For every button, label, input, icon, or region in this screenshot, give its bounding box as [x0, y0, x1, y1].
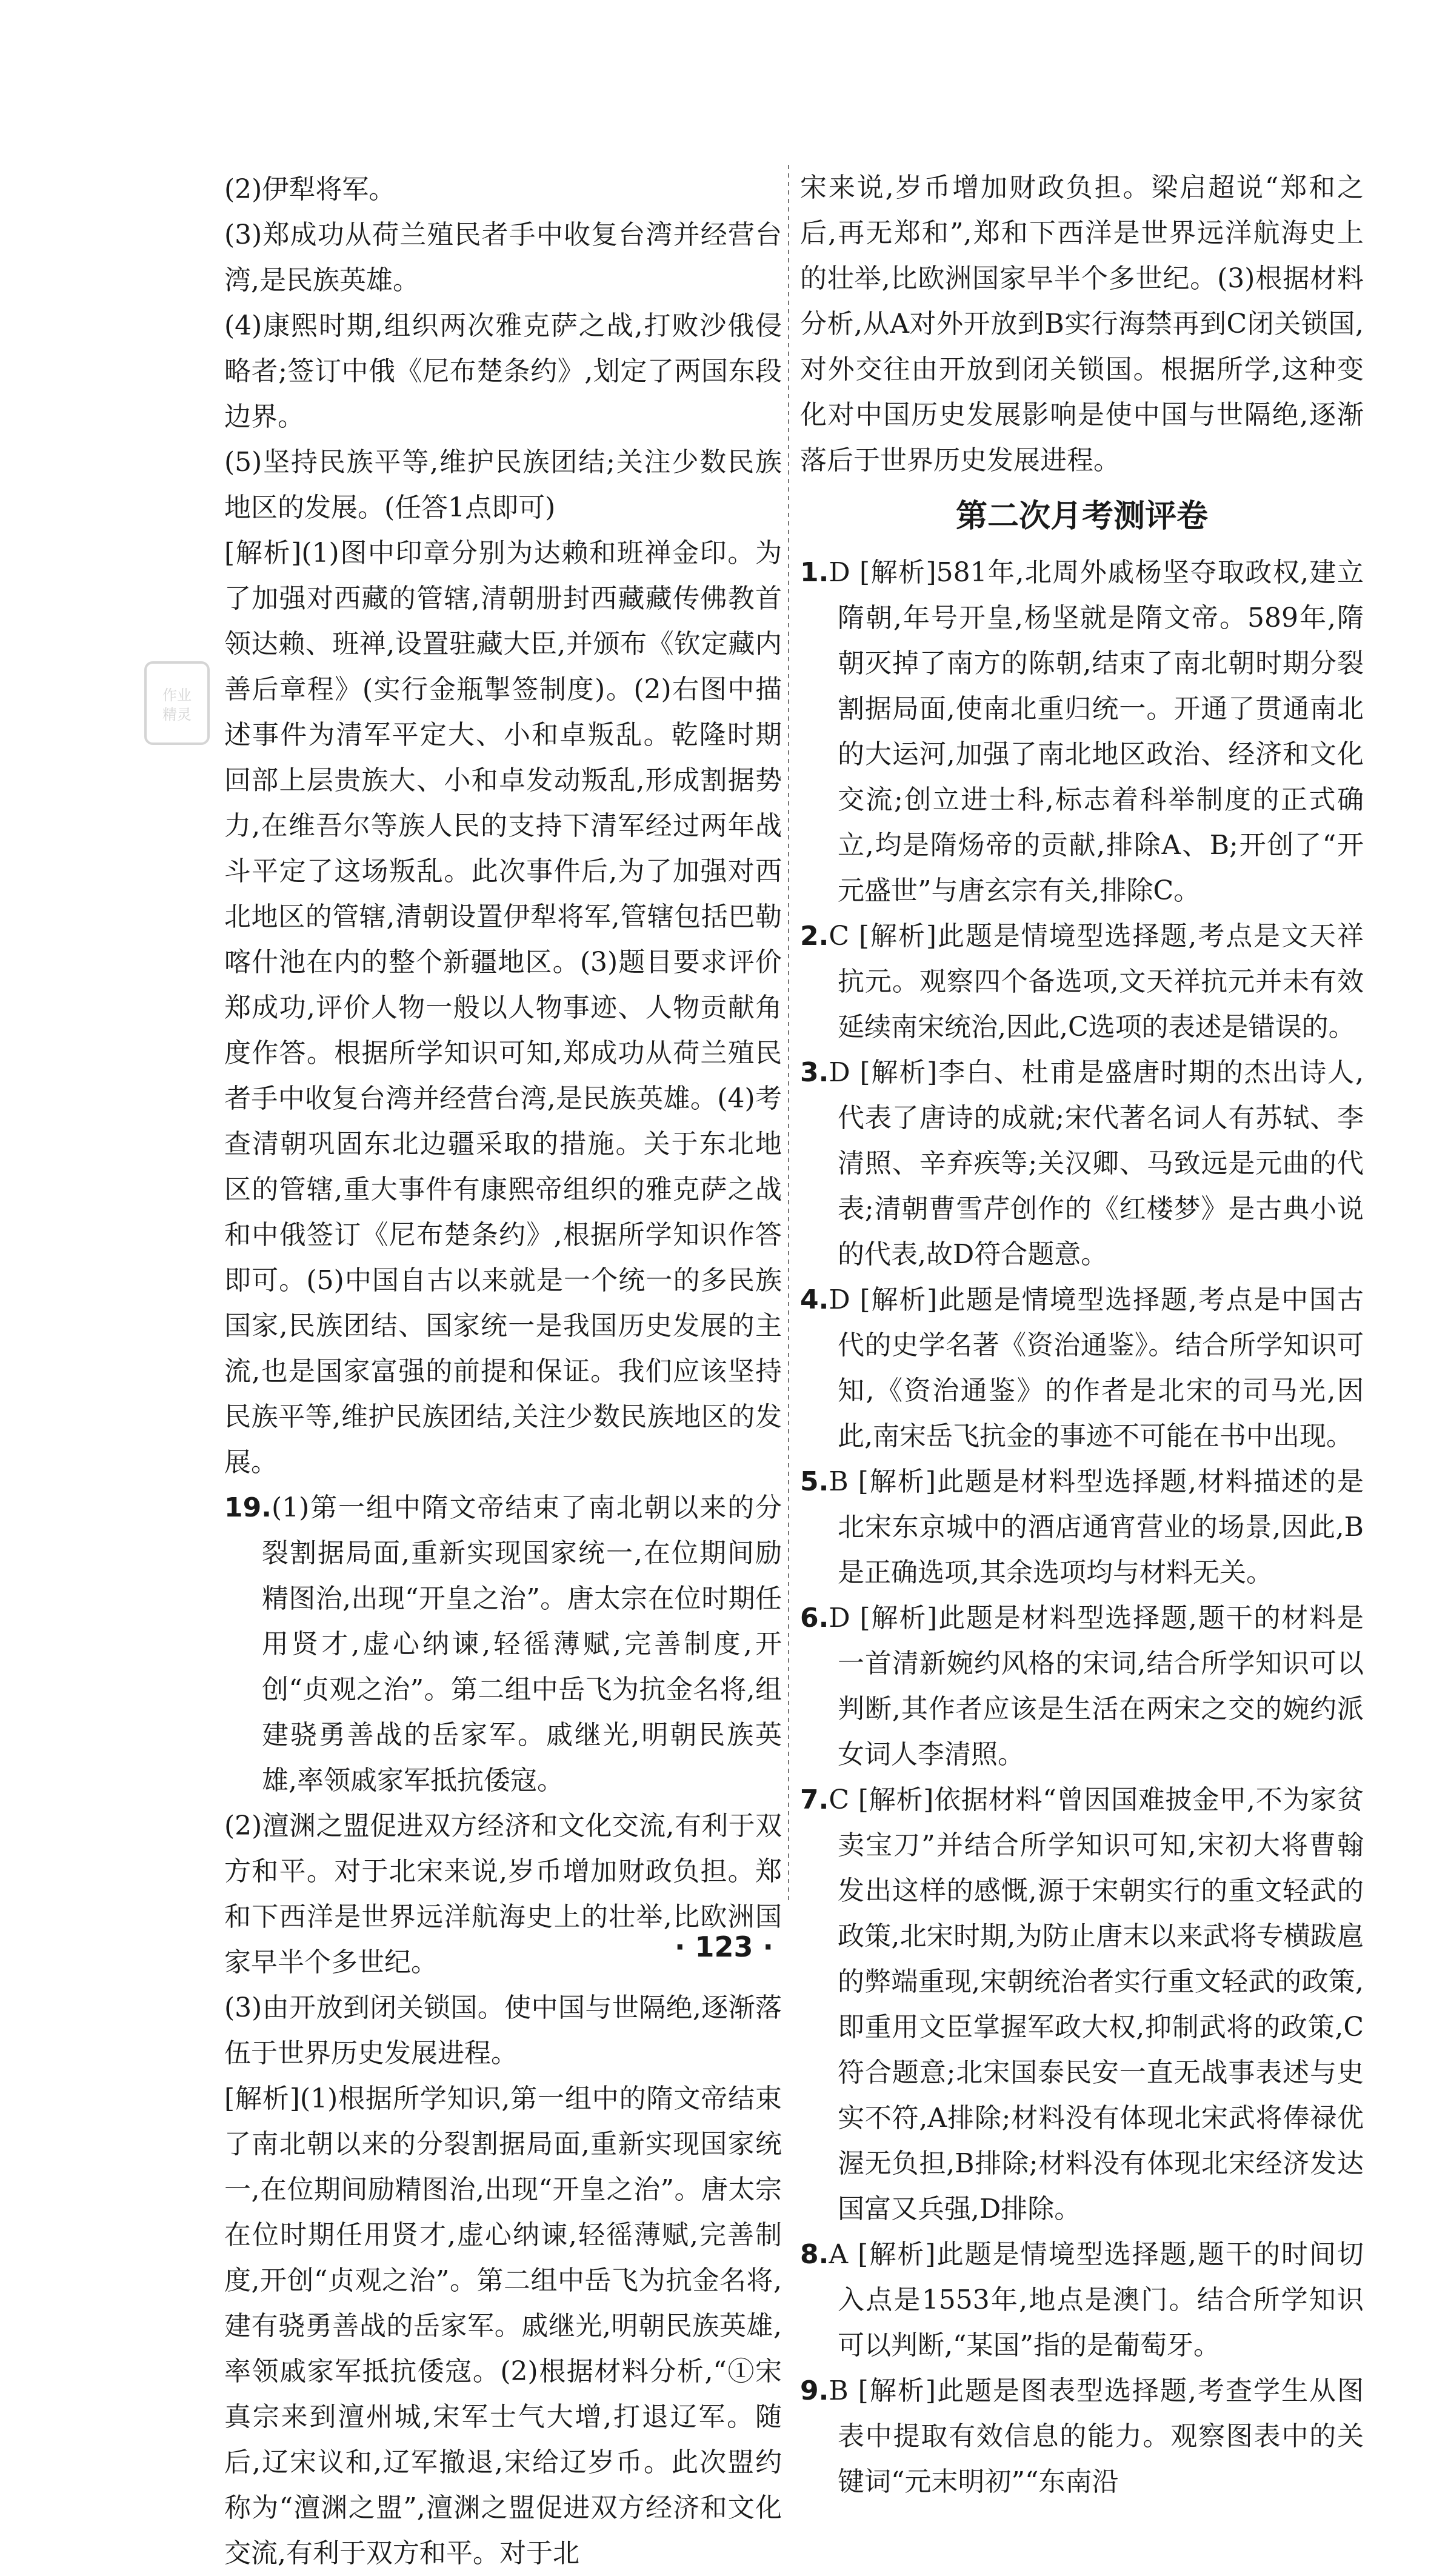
question-number: 5.	[800, 1466, 829, 1497]
answer-text: A [解析]此题是情境型选择题,题干的时间切入点是1553年,地点是澳门。结合所学知识可以判断,“某国”指的是葡萄牙。	[829, 2239, 1364, 2361]
answer-text: D [解析]581年,北周外戚杨坚夺取政权,建立隋朝,年号开皇,杨坚就是隋文帝。589年,隋朝灭掉了南方的陈朝,结束了南北朝时期分裂割据局面,使南北重归统一。开通了贯通南北的大运河,加强了南北地区政治、经济和文化交流;创立进士科,标志着科举制度的正式确立,均是隋炀帝的贡献,排除A、B;开创了“开元盛世”与唐玄宗有关,排除C。	[829, 557, 1364, 906]
question-number: 8.	[800, 2239, 829, 2270]
question-number: 3.	[800, 1057, 829, 1088]
answer-text: C [解析]此题是情境型选择题,考点是文天祥抗元。观察四个备选项,文天祥抗元并未有效延续南宋统治,因此,C选项的表述是错误的。	[829, 921, 1364, 1043]
column-divider	[788, 165, 789, 1901]
paragraph: (2)伊犁将军。	[224, 174, 396, 205]
answer-item	[800, 1050, 1364, 1277]
question-number: 6.	[800, 1603, 829, 1633]
paragraph: (3)郑成功从荷兰殖民者手中收复台湾并经营台湾,是民族英雄。	[224, 219, 782, 296]
answer-text: B [解析]此题是图表型选择题,考查学生从图表中提取有效信息的能力。观察图表中的关键词“元末明初”“东南沿	[829, 2375, 1364, 2497]
left-column	[224, 167, 782, 2576]
paragraph: (5)坚持民族平等,维护民族团结;关注少数民族地区的发展。(任答1点即可)	[224, 447, 782, 523]
question-number: 9.	[800, 2375, 829, 2406]
section-title: 第二次月考测评卷	[955, 498, 1208, 535]
question-number: 19.	[224, 1492, 272, 1523]
answer-item	[800, 1459, 1364, 1595]
answer-item	[224, 1485, 782, 1803]
answer-list	[800, 550, 1364, 2504]
answer-item	[800, 1277, 1364, 1459]
paragraph: [解析](1)图中印章分别为达赖和班禅金印。为了加强对西藏的管辖,清朝册封西藏藏传佛教首领达赖、班禅,设置驻藏大臣,并颁布《钦定藏内善后章程》(实行金瓶掣签制度)。(2)右图中描述事件为清军平定大、小和卓叛乱。乾隆时期回部上层贵族大、小和卓发动叛乱,形成割据势力,在维吾尔等族人民的支持下清军经过两年战斗平定了这场叛乱。此次事件后,为了加强对西北地区的管辖,清朝设置伊犁将军,管辖包括巴勒喀什池在内的整个新疆地区。(3)题目要求评价郑成功,评价人物一般以人物事迹、人物贡献角度作答。根据所学知识可知,郑成功从荷兰殖民者手中收复台湾并经营台湾,是民族英雄。(4)考查清朝巩固东北边疆采取的措施。关于东北地区的管辖,重大事件有康熙帝组织的雅克萨之战和中俄签订《尼布楚条约》,根据所学知识作答即可。(5)中国自古以来就是一个统一的多民族国家,民族团结、国家统一是我国历史发展的主流,也是国家富强的前提和保证。我们应该坚持民族平等,维护民族团结,关注少数民族地区的发展。	[224, 538, 782, 1478]
answer-item	[800, 2232, 1364, 2368]
svg-text:精灵: 精灵	[162, 706, 192, 723]
answer-text: D [解析]李白、杜甫是盛唐时期的杰出诗人,代表了唐诗的成就;宋代著名词人有苏轼、李清照、辛弃疾等;关汉卿、马致远是元曲的代表;清朝曹雪芹创作的《红楼梦》是古典小说的代表,故D符合题意。	[829, 1057, 1364, 1270]
watermark-stamp	[141, 658, 213, 749]
answer-text: C [解析]依据材料“曾因国难披金甲,不为家贫卖宝刀”并结合所学知识可知,宋初大将曹翰发出这样的感慨,源于宋朝实行的重文轻武的政策,北宋时期,为防止唐末以来武将专横跋扈的弊端重现,宋朝统治者实行重文轻武的政策,即重用文臣掌握军政大权,抑制武将的政策,C符合题意;北宋国泰民安一直无战事表述与史实不符,A排除;材料没有体现北宋武将俸禄优渥无负担,B排除;材料没有体现北宋经济发达国富又兵强,D排除。	[829, 1784, 1364, 2224]
answer-text: D [解析]此题是材料型选择题,题干的材料是一首清新婉约风格的宋词,结合所学知识可以判断,其作者应该是生活在两宋之交的婉约派女词人李清照。	[829, 1603, 1364, 1770]
paragraph: (2)澶渊之盟促进双方经济和文化交流,有利于双方和平。对于北宋来说,岁币增加财政负担。郑和下西洋是世界远洋航海史上的壮举,比欧洲国家早半个多世纪。	[224, 1810, 782, 1978]
paragraph: (3)由开放到闭关锁国。使中国与世隔绝,逐渐落伍于世界历史发展进程。	[224, 1992, 782, 2069]
answer-item	[800, 1595, 1364, 1777]
question-number: 7.	[800, 1784, 829, 1815]
answer-text: (1)第一组中隋文帝结束了南北朝以来的分裂割据局面,重新实现国家统一,在位期间励精图治,出现“开皇之治”。唐太宗在位时期任用贤才,虚心纳谏,轻徭薄赋,完善制度,开创“贞观之治”。第二组中岳飞为抗金名将,组建骁勇善战的岳家军。戚继光,明朝民族英雄,率领戚家军抵抗倭寇。	[262, 1492, 782, 1796]
paragraph: [解析](1)根据所学知识,第一组中的隋文帝结束了南北朝以来的分裂割据局面,重新实现国家统一,在位期间励精图治,出现“开皇之治”。唐太宗在位时期任用贤才,虚心纳谏,轻徭薄赋,完善制度,开创“贞观之治”。第二组中岳飞为抗金名将,建有骁勇善战的岳家军。戚继光,明朝民族英雄,率领戚家军抵抗倭寇。(2)根据材料分析,“①宋真宗来到澶州城,宋军士气大增,打退辽军。随后,辽宋议和,辽军撤退,宋给辽岁币。此次盟约称为“澶渊之盟”,澶渊之盟促进双方经济和文化交流,有利于双方和平。对于北	[224, 2083, 782, 2569]
page-number: · 123 ·	[675, 1930, 773, 1963]
answer-text: B [解析]此题是材料型选择题,材料描述的是北宋东京城中的酒店通宵营业的场景,因此,B是正确选项,其余选项均与材料无关。	[829, 1466, 1364, 1588]
question-number: 1.	[800, 557, 829, 588]
answer-item	[800, 2368, 1364, 2504]
answer-item	[800, 550, 1364, 913]
question-number: 4.	[800, 1284, 829, 1315]
answer-text: D [解析]此题是情境型选择题,考点是中国古代的史学名著《资治通鉴》。结合所学知识可知,《资治通鉴》的作者是北宋的司马光,因此,南宋岳飞抗金的事迹不可能在书中出现。	[829, 1284, 1364, 1452]
answer-item	[800, 1777, 1364, 2232]
svg-text:作业: 作业	[162, 687, 192, 704]
right-column-intro: 宋来说,岁币增加财政负担。梁启超说“郑和之后,再无郑和”,郑和下西洋是世界远洋航海史上的壮举,比欧洲国家早半个多世纪。(3)根据材料分析,从A对外开放到B实行海禁再到C闭关锁国,对外交往由开放到闭关锁国。根据所学,这种变化对中国历史发展影响是使中国与世隔绝,逐渐落后于世界历史发展进程。	[800, 172, 1364, 476]
right-column	[800, 165, 1364, 2504]
paragraph: (4)康熙时期,组织两次雅克萨之战,打败沙俄侵略者;签订中俄《尼布楚条约》,划定了两国东段边界。	[224, 310, 782, 432]
answer-item	[800, 913, 1364, 1050]
question-number: 2.	[800, 921, 829, 952]
